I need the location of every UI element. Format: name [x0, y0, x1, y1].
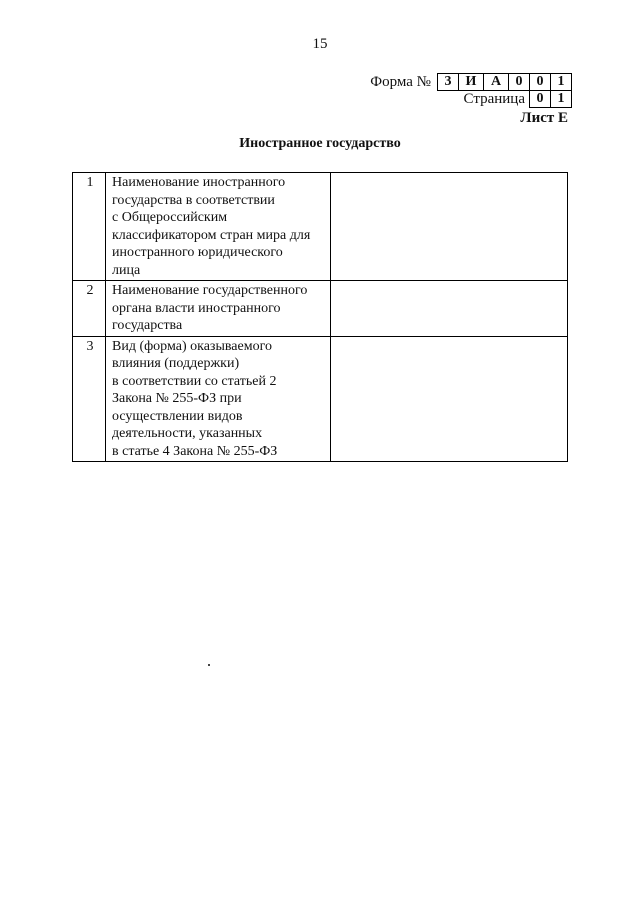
form-number-block — [370, 73, 572, 91]
row-value — [331, 336, 568, 462]
form-code-cell: 0 — [509, 74, 530, 90]
form-code-cells — [437, 73, 572, 91]
row-number: 2 — [73, 281, 106, 337]
form-number-label: Форма № — [370, 73, 431, 90]
form-code-cell: 3 — [438, 74, 459, 90]
scan-speck — [208, 664, 210, 666]
page-cell: 0 — [530, 91, 551, 107]
form-code-cell: И — [459, 74, 484, 90]
row-number: 1 — [73, 173, 106, 281]
section-title: Иностранное государство — [239, 136, 401, 151]
table-row — [73, 281, 568, 337]
page-cell: 1 — [557, 91, 565, 106]
table-row — [73, 336, 568, 462]
row-value — [331, 173, 568, 281]
form-code-cell: А — [484, 74, 509, 90]
foreign-state-table — [72, 172, 568, 462]
form-code-cell: 1 — [557, 74, 565, 89]
row-description: Наименование государственного органа власти иностранного государства — [106, 281, 331, 337]
table-row — [73, 173, 568, 281]
page-label: Страница — [463, 90, 525, 107]
form-code-cell: 0 — [530, 74, 551, 90]
row-number: 3 — [73, 336, 106, 462]
page-cells — [529, 90, 572, 108]
page-number-block — [464, 90, 572, 108]
row-description: Вид (форма) оказываемого влияния (поддержки) в соответствии со статьей 2 Закона № 255-ФЗ при осуществлении видов деятельности, указанных в статье 4 Закона № 255-ФЗ — [106, 336, 331, 462]
sheet-label: Лист Е — [520, 110, 568, 126]
row-value — [331, 281, 568, 337]
row-description: Наименование иностранного государства в соответствии с Общероссийским классификатором стран мира для иностранного юридического лица — [106, 173, 331, 281]
page-number: 15 — [312, 36, 328, 52]
